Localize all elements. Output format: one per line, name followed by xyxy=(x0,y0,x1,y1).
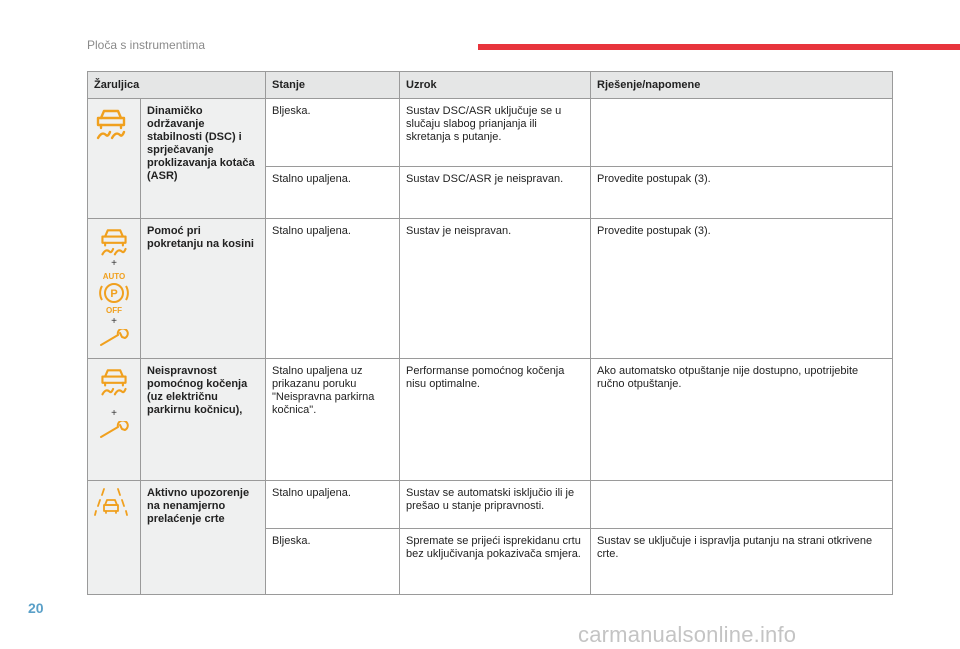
lamp-name: Neispravnost pomoćnog kočenja (uz električnu parkirnu kočnicu), xyxy=(141,359,266,481)
header-solution: Rješenje/napomene xyxy=(591,72,893,99)
dsc-asr-icon xyxy=(98,365,130,397)
auto-park-off-icon xyxy=(97,271,131,315)
cause-cell: Sustav se automatski isključio ili je prešao u stanje pripravnosti. xyxy=(400,481,591,529)
p-label: P xyxy=(110,288,118,300)
table-header-row xyxy=(88,72,893,99)
header-state: Stanje xyxy=(266,72,400,99)
lamp-icon-cell xyxy=(88,219,141,359)
plus-sign: + xyxy=(111,316,117,327)
warning-lamps-table xyxy=(87,71,893,595)
plus-sign: + xyxy=(111,408,117,419)
lamp-name: Pomoć pri pokretanju na kosini xyxy=(141,219,266,359)
table-row xyxy=(88,219,893,359)
cause-cell: Performanse pomoćnog kočenja nisu optimalne. xyxy=(400,359,591,481)
auto-label: AUTO xyxy=(102,272,126,281)
watermark: carmanualsonline.info xyxy=(578,622,797,647)
lamp-icon-cell xyxy=(88,359,141,481)
table-row xyxy=(88,359,893,481)
state-cell: Bljeska. xyxy=(266,99,400,167)
wrench-icon xyxy=(98,329,130,347)
table-row xyxy=(88,481,893,529)
cause-cell: Sustav je neispravan. xyxy=(400,219,591,359)
lamp-name: Aktivno upozorenje na nenamjerno prelaćenje crte xyxy=(141,481,266,595)
state-cell: Stalno upaljena uz prikazanu poruku "Neispravna parkirna kočnica". xyxy=(266,359,400,481)
state-cell: Stalno upaljena. xyxy=(266,481,400,529)
solution-cell: Ako automatsko otpuštanje nije dostupno, upotrijebite ručno otpuštanje. xyxy=(591,359,893,481)
solution-cell: Sustav se uključuje i ispravlja putanju na strani otkrivene crte. xyxy=(591,529,893,595)
table-row xyxy=(88,99,893,167)
dsc-asr-icon xyxy=(94,105,128,141)
state-cell: Stalno upaljena. xyxy=(266,219,400,359)
lamp-icon-cell xyxy=(88,481,141,595)
solution-cell xyxy=(591,99,893,167)
solution-cell: Provedite postupak (3). xyxy=(591,167,893,219)
plus-sign: + xyxy=(111,258,117,269)
header-cause: Uzrok xyxy=(400,72,591,99)
dsc-asr-icon xyxy=(98,225,130,257)
lane-departure-icon xyxy=(94,487,128,517)
solution-cell: Provedite postupak (3). xyxy=(591,219,893,359)
page-number: 20 xyxy=(28,600,44,616)
state-cell: Bljeska. xyxy=(266,529,400,595)
header-accent-bar xyxy=(478,44,960,50)
cause-cell: Sustav DSC/ASR je neispravan. xyxy=(400,167,591,219)
cause-cell: Spremate se prijeći isprekidanu crtu bez uključivanja pokazivača smjera. xyxy=(400,529,591,595)
lamp-icon-cell xyxy=(88,99,141,219)
lamp-name: Dinamičko održavanje stabilnosti (DSC) i sprječavanje proklizavanja kotača (ASR) xyxy=(141,99,266,219)
section-title: Ploča s instrumentima xyxy=(87,38,206,52)
wrench-icon xyxy=(98,421,130,439)
off-label: OFF xyxy=(106,306,122,315)
cause-cell: Sustav DSC/ASR uključuje se u slučaju slabog prianjanja ili skretanja s putanje. xyxy=(400,99,591,167)
header-lamp: Žaruljica xyxy=(88,72,266,99)
state-cell: Stalno upaljena. xyxy=(266,167,400,219)
solution-cell xyxy=(591,481,893,529)
